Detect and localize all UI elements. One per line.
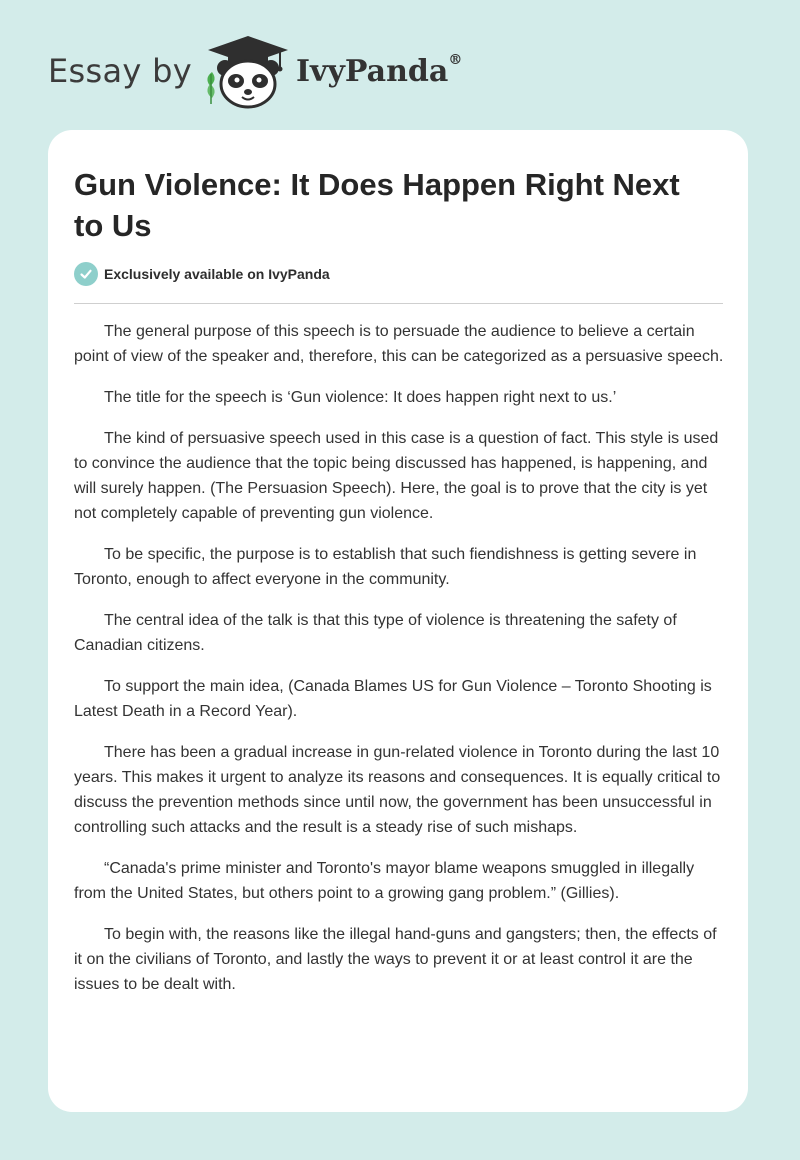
paragraph: To support the main idea, (Canada Blames US for Gun Violence – Toronto Shooting is Latest Death in a Record Year).	[74, 678, 712, 720]
divider	[74, 303, 723, 304]
article-title: Gun Violence: It Does Happen Right Next to Us	[74, 167, 680, 243]
brand-label: IvyPanda	[296, 54, 449, 89]
paragraph: To begin with, the reasons like the illegal hand-guns and gangsters; then, the effects of it on the civilians of Toronto, and lastly the ways to prevent it or at least control it are the issues to be dealt with.	[74, 926, 717, 993]
brand-name[interactable]	[296, 54, 462, 89]
essay-by-label: Essay by	[48, 52, 192, 90]
panda-graduate-logo-icon[interactable]	[200, 34, 296, 110]
paragraph: There has been a gradual increase in gun-related violence in Toronto during the last 10 years. This makes it urgent to analyze its reasons and consequences. It is equally critical to discuss the prevention methods since until now, the government has been unsuccessful in controlling such attacks and the result is a steady rise of such mishaps.	[74, 744, 721, 836]
article-body	[74, 319, 726, 1013]
exclusive-label: Exclusively available on IvyPanda	[104, 266, 330, 282]
check-circle-icon	[74, 262, 98, 286]
site-header	[0, 0, 800, 120]
paragraph: The title for the speech is ‘Gun violence: It does happen right next to us.’	[104, 389, 617, 406]
paragraph: To be specific, the purpose is to establish that such fiendishness is getting severe in Toronto, enough to affect everyone in the community.	[74, 546, 697, 588]
article-card	[48, 130, 748, 1112]
paragraph: The central idea of the talk is that this type of violence is threatening the safety of Canadian citizens.	[74, 612, 677, 654]
exclusive-badge	[74, 262, 330, 286]
registered-mark: ®	[448, 52, 463, 68]
paragraph: “Canada's prime minister and Toronto's mayor blame weapons smuggled in illegally from the United States, but others point to a growing gang problem.” (Gillies).	[74, 860, 695, 902]
paragraph: The general purpose of this speech is to persuade the audience to believe a certain point of view of the speaker and, therefore, this can be categorized as a persuasive speech.	[74, 323, 724, 365]
paragraph: The kind of persuasive speech used in this case is a question of fact. This style is used to convince the audience that the topic being discussed has happened, is happening, and will surely happen. (The Persuasion Speech). Here, the goal is to prove that the city is yet not completely capable of preventing gun violence.	[74, 430, 719, 522]
